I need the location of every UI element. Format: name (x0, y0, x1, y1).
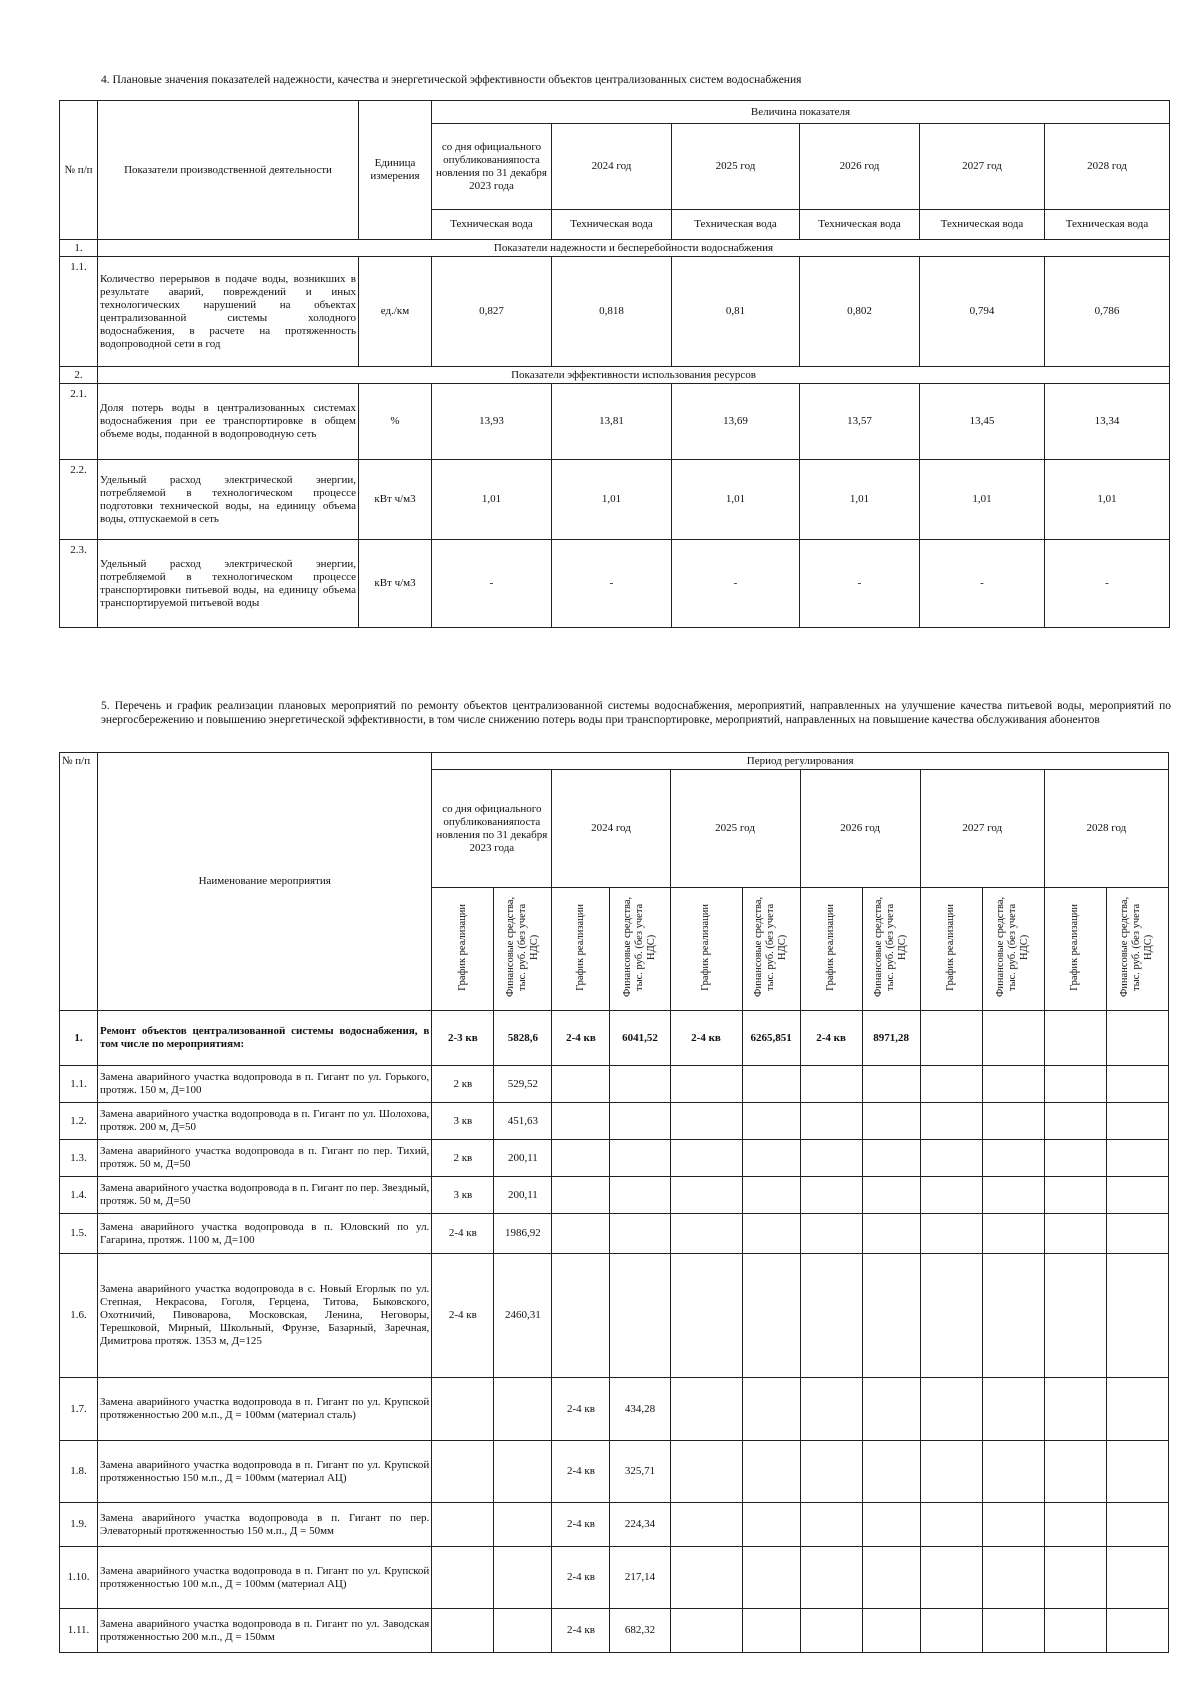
schedule-cell (670, 1103, 742, 1140)
finance-cell: 224,34 (610, 1503, 670, 1547)
measure-name: Замена аварийного участка водопровода в п. Гигант по ул. Горького, протяж. 150 м, Д=100 (98, 1066, 432, 1103)
measure-row (60, 1214, 1169, 1254)
header-period-2028: 2028 год (1045, 124, 1170, 210)
finance-cell (742, 1103, 800, 1140)
indicator-value: 13,57 (800, 384, 920, 460)
schedule-cell (670, 1503, 742, 1547)
indicator-unit: кВт ч/м3 (359, 540, 432, 628)
schedule-cell (1044, 1254, 1106, 1378)
schedule-cell (1044, 1378, 1106, 1441)
finance-cell (1106, 1011, 1168, 1066)
schedule-cell (432, 1503, 494, 1547)
finance-cell (862, 1177, 920, 1214)
measure-row (60, 1011, 1169, 1066)
indicator-value: - (920, 540, 1045, 628)
row-num: 1.8. (60, 1441, 98, 1503)
measure-row (60, 1441, 1169, 1503)
schedule-cell: 2-4 кв (552, 1547, 610, 1609)
header-name: Наименование мероприятия (98, 753, 432, 1011)
finance-cell (982, 1140, 1044, 1177)
header-finance-label: Финансовые средства, тыс. руб. (без учета НДС) (753, 896, 789, 998)
finance-cell (1106, 1177, 1168, 1214)
indicator-row (60, 384, 1170, 460)
row-num: 1.7. (60, 1378, 98, 1441)
row-num: 2.1. (60, 384, 98, 460)
measure-name: Замена аварийного участка водопровода в п. Гигант по ул. Крупской протяженностью 200 м.п., Д = 100мм (материал сталь) (98, 1378, 432, 1441)
header-period-2028: 2028 год (1044, 770, 1168, 888)
header-water-type: Техническая вода (920, 210, 1045, 240)
indicator-value: 13,34 (1045, 384, 1170, 460)
measure-name: Замена аварийного участка водопровода в п. Юловский по ул. Гагарина, протяж. 1100 м, Д=100 (98, 1214, 432, 1254)
indicators-table (59, 100, 1170, 628)
finance-cell: 6041,52 (610, 1011, 670, 1066)
header-period-2023: со дня официального опубликованияпоста новления по 31 декабря 2023 года (432, 124, 552, 210)
measure-name: Замена аварийного участка водопровода в п. Гигант по ул. Заводская протяженностью 200 м.п., Д = 150мм (98, 1609, 432, 1653)
measure-row (60, 1503, 1169, 1547)
header-num: № п/п (60, 101, 98, 240)
schedule-cell (432, 1547, 494, 1609)
measure-row (60, 1177, 1169, 1214)
finance-cell (1106, 1103, 1168, 1140)
row-num: 1.5. (60, 1214, 98, 1254)
indicator-value: 1,01 (552, 460, 672, 540)
finance-cell (982, 1254, 1044, 1378)
header-period-2023: со дня официального опубликованияпоста новления по 31 декабря 2023 года (432, 770, 552, 888)
indicator-unit: ед./км (359, 257, 432, 367)
header-period-2027: 2027 год (920, 770, 1044, 888)
schedule-cell (920, 1177, 982, 1214)
header-period-2026: 2026 год (800, 124, 920, 210)
schedule-cell (670, 1177, 742, 1214)
header-water-type: Техническая вода (672, 210, 800, 240)
measure-name: Замена аварийного участка водопровода в п. Гигант по пер. Тихий, протяж. 50 м, Д=50 (98, 1140, 432, 1177)
header-schedule (552, 888, 610, 1011)
schedule-cell (800, 1441, 862, 1503)
finance-cell (862, 1254, 920, 1378)
group-num: 1. (60, 240, 98, 257)
measure-row (60, 1140, 1169, 1177)
header-num: № п/п (60, 753, 98, 1011)
measure-name: Замена аварийного участка водопровода в п. Гигант по пер. Элеваторный протяженностью 150 м.п., Д = 50мм (98, 1503, 432, 1547)
schedule-cell (800, 1214, 862, 1254)
finance-cell: 325,71 (610, 1441, 670, 1503)
finance-cell (742, 1140, 800, 1177)
indicator-value: 1,01 (1045, 460, 1170, 540)
finance-cell (862, 1547, 920, 1609)
indicator-row (60, 540, 1170, 628)
finance-cell (494, 1441, 552, 1503)
finance-cell (982, 1441, 1044, 1503)
header-water-type: Техническая вода (552, 210, 672, 240)
finance-cell (1106, 1441, 1168, 1503)
finance-cell (610, 1177, 670, 1214)
schedule-cell (920, 1441, 982, 1503)
schedule-cell (920, 1547, 982, 1609)
header-schedule-label: График реализации (700, 903, 712, 991)
group-row (60, 240, 1170, 257)
finance-cell (742, 1547, 800, 1609)
schedule-cell: 2-4 кв (552, 1011, 610, 1066)
schedule-cell: 2-4 кв (800, 1011, 862, 1066)
indicator-value: 1,01 (920, 460, 1045, 540)
finance-cell (610, 1066, 670, 1103)
header-schedule (800, 888, 862, 1011)
finance-cell (742, 1214, 800, 1254)
finance-cell (610, 1254, 670, 1378)
measure-name: Замена аварийного участка водопровода в п. Гигант по пер. Звездный, протяж. 50 м, Д=50 (98, 1177, 432, 1214)
schedule-cell (1044, 1609, 1106, 1653)
measure-row (60, 1103, 1169, 1140)
header-finance (1106, 888, 1168, 1011)
header-finance-label: Финансовые средства, тыс. руб. (без учета НДС) (1119, 896, 1155, 998)
indicator-value: - (552, 540, 672, 628)
schedule-cell (670, 1254, 742, 1378)
header-period-2025: 2025 год (672, 124, 800, 210)
schedule-cell (800, 1503, 862, 1547)
header-finance-label: Финансовые средства, тыс. руб. (без учета НДС) (504, 896, 540, 998)
indicator-value: 0,802 (800, 257, 920, 367)
schedule-cell: 2-4 кв (552, 1503, 610, 1547)
schedule-cell (920, 1214, 982, 1254)
finance-cell: 529,52 (494, 1066, 552, 1103)
finance-cell: 451,63 (494, 1103, 552, 1140)
schedule-cell (800, 1609, 862, 1653)
finance-cell (494, 1609, 552, 1653)
schedule-cell (432, 1441, 494, 1503)
finance-cell (610, 1140, 670, 1177)
schedule-cell (670, 1609, 742, 1653)
finance-cell: 8971,28 (862, 1011, 920, 1066)
header-finance (610, 888, 670, 1011)
indicator-value: 0,827 (432, 257, 552, 367)
finance-cell (1106, 1214, 1168, 1254)
schedule-cell (800, 1066, 862, 1103)
finance-cell (610, 1214, 670, 1254)
header-schedule (920, 888, 982, 1011)
schedule-cell (1044, 1547, 1106, 1609)
row-num: 1.9. (60, 1503, 98, 1547)
schedule-cell: 2-4 кв (552, 1378, 610, 1441)
finance-cell (742, 1378, 800, 1441)
schedule-cell: 2 кв (432, 1140, 494, 1177)
measure-name: Замена аварийного участка водопровода в с. Новый Егорлык по ул. Степная, Некрасова, Гоголя, Герцена, Титова, Быковского, Охотничий, Пивоварова, Московская, Ленина, Неговоры, Терешковой, Мирный, Школьный, Фрунзе, Базарный, Заречная, Димитрова протяж. 1353 м, Д=125 (98, 1254, 432, 1378)
schedule-cell (670, 1214, 742, 1254)
indicator-name: Удельный расход электрической энергии, потребляемой в технологическом процессе транспортировки питьевой воды, на единицу объема транспортируемой питьевой воды (98, 540, 359, 628)
finance-cell (862, 1378, 920, 1441)
schedule-cell (670, 1140, 742, 1177)
finance-cell (982, 1103, 1044, 1140)
schedule-cell (800, 1254, 862, 1378)
row-num: 2.3. (60, 540, 98, 628)
schedule-cell (800, 1378, 862, 1441)
finance-cell: 200,11 (494, 1140, 552, 1177)
row-num: 1.6. (60, 1254, 98, 1378)
finance-cell (742, 1066, 800, 1103)
header-schedule-label: График реализации (945, 903, 957, 991)
schedule-cell: 2 кв (432, 1066, 494, 1103)
finance-cell (862, 1214, 920, 1254)
indicator-row (60, 257, 1170, 367)
finance-cell (494, 1547, 552, 1609)
indicator-value: - (1045, 540, 1170, 628)
schedule-cell (670, 1547, 742, 1609)
finance-cell: 200,11 (494, 1177, 552, 1214)
finance-cell (1106, 1547, 1168, 1609)
group-title: Показатели надежности и бесперебойности водоснабжения (98, 240, 1170, 257)
finance-cell: 217,14 (610, 1547, 670, 1609)
indicator-row (60, 460, 1170, 540)
header-period: Период регулирования (432, 753, 1169, 770)
finance-cell (862, 1103, 920, 1140)
indicator-value: 0,818 (552, 257, 672, 367)
row-num: 1.11. (60, 1609, 98, 1653)
schedule-cell (1044, 1011, 1106, 1066)
schedule-cell: 2-4 кв (670, 1011, 742, 1066)
measures-table-body (60, 753, 1169, 1653)
finance-cell (982, 1547, 1044, 1609)
finance-cell (982, 1066, 1044, 1103)
finance-cell: 5828,6 (494, 1011, 552, 1066)
indicators-table-body (60, 101, 1170, 628)
indicator-value: 0,794 (920, 257, 1045, 367)
measure-row (60, 1547, 1169, 1609)
schedule-cell: 2-4 кв (432, 1254, 494, 1378)
indicator-value: 1,01 (432, 460, 552, 540)
header-finance (982, 888, 1044, 1011)
schedule-cell: 2-4 кв (552, 1609, 610, 1653)
header-value: Величина показателя (432, 101, 1170, 124)
indicator-name: Количество перерывов в подаче воды, возникших в результате аварий, повреждений и иных технологических нарушений на объектах централизованной системы холодного водоснабжения, в расчете на протяженность водопроводной сети в год (98, 257, 359, 367)
schedule-cell (432, 1609, 494, 1653)
finance-cell (742, 1609, 800, 1653)
schedule-cell (552, 1214, 610, 1254)
schedule-cell (670, 1378, 742, 1441)
measure-row (60, 1378, 1169, 1441)
row-num: 1.10. (60, 1547, 98, 1609)
measure-row (60, 1609, 1169, 1653)
header-schedule (1044, 888, 1106, 1011)
header-finance (742, 888, 800, 1011)
row-num: 2.2. (60, 460, 98, 540)
finance-cell (862, 1609, 920, 1653)
indicator-name: Доля потерь воды в централизованных системах водоснабжения при ее транспортировке в общем объеме воды, поданной в водопроводную сеть (98, 384, 359, 460)
header-schedule-label: График реализации (1069, 903, 1081, 991)
group-row (60, 367, 1170, 384)
finance-cell (862, 1441, 920, 1503)
finance-cell (862, 1503, 920, 1547)
indicator-value: - (800, 540, 920, 628)
indicator-value: - (672, 540, 800, 628)
finance-cell: 6265,851 (742, 1011, 800, 1066)
indicator-value: - (432, 540, 552, 628)
measures-table (59, 752, 1169, 1653)
finance-cell (1106, 1503, 1168, 1547)
finance-cell (742, 1254, 800, 1378)
finance-cell (982, 1177, 1044, 1214)
header-water-type: Техническая вода (432, 210, 552, 240)
measure-row (60, 1254, 1169, 1378)
header-period-2027: 2027 год (920, 124, 1045, 210)
measure-name: Замена аварийного участка водопровода в п. Гигант по ул. Шолохова, протяж. 200 м, Д=50 (98, 1103, 432, 1140)
finance-cell (982, 1609, 1044, 1653)
indicator-value: 13,45 (920, 384, 1045, 460)
schedule-cell: 3 кв (432, 1103, 494, 1140)
schedule-cell (920, 1378, 982, 1441)
row-num: 1.1. (60, 257, 98, 367)
section5-caption: 5. Перечень и график реализации плановых мероприятий по ремонту объектов централизованной системы водоснабжения, мероприятий, направленных на улучшение качества питьевой воды, мероприятий по энергосбережению и повышению энергетической эффективности, в том числе снижению потерь воды при транспортировке, мероприятий, направленных на повышение качества обслуживания абонентов (101, 700, 1171, 726)
indicator-value: 0,81 (672, 257, 800, 367)
schedule-cell (1044, 1441, 1106, 1503)
schedule-cell (552, 1254, 610, 1378)
section4-caption: 4. Плановые значения показателей надежности, качества и энергетической эффективности объектов централизованных систем водоснабжения (101, 74, 802, 86)
schedule-cell (920, 1503, 982, 1547)
header-unit: Единица измерения (359, 101, 432, 240)
schedule-cell (800, 1177, 862, 1214)
schedule-cell (1044, 1177, 1106, 1214)
finance-cell (1106, 1254, 1168, 1378)
indicator-unit: кВт ч/м3 (359, 460, 432, 540)
schedule-cell (432, 1378, 494, 1441)
indicator-value: 13,93 (432, 384, 552, 460)
finance-cell (862, 1140, 920, 1177)
row-num: 1.3. (60, 1140, 98, 1177)
indicator-value: 0,786 (1045, 257, 1170, 367)
finance-cell (494, 1378, 552, 1441)
row-num: 1.4. (60, 1177, 98, 1214)
header-schedule-label: График реализации (574, 903, 586, 991)
finance-cell (494, 1503, 552, 1547)
header-finance-label: Финансовые средства, тыс. руб. (без учета НДС) (995, 896, 1031, 998)
finance-cell (1106, 1378, 1168, 1441)
header-schedule-label: График реализации (456, 903, 468, 991)
finance-cell: 682,32 (610, 1609, 670, 1653)
header-indicator: Показатели производственной деятельности (98, 101, 359, 240)
finance-cell (982, 1214, 1044, 1254)
schedule-cell: 2-4 кв (432, 1214, 494, 1254)
indicator-value: 1,01 (800, 460, 920, 540)
header-water-type: Техническая вода (800, 210, 920, 240)
schedule-cell (1044, 1503, 1106, 1547)
indicator-value: 13,69 (672, 384, 800, 460)
measure-name: Замена аварийного участка водопровода в п. Гигант по ул. Крупской протяженностью 150 м.п., Д = 100мм (материал АЦ) (98, 1441, 432, 1503)
finance-cell (742, 1177, 800, 1214)
schedule-cell (920, 1066, 982, 1103)
finance-cell: 434,28 (610, 1378, 670, 1441)
schedule-cell (1044, 1140, 1106, 1177)
schedule-cell (1044, 1103, 1106, 1140)
header-finance-label: Финансовые средства, тыс. руб. (без учета НДС) (873, 896, 909, 998)
row-num: 1.2. (60, 1103, 98, 1140)
schedule-cell: 2-3 кв (432, 1011, 494, 1066)
finance-cell (982, 1378, 1044, 1441)
header-finance (494, 888, 552, 1011)
schedule-cell (920, 1011, 982, 1066)
measure-name: Ремонт объектов централизованной системы водоснабжения, в том числе по мероприятиям: (98, 1011, 432, 1066)
header-finance-label: Финансовые средства, тыс. руб. (без учета НДС) (621, 896, 657, 998)
schedule-cell (920, 1254, 982, 1378)
header-period-2026: 2026 год (800, 770, 920, 888)
header-schedule (432, 888, 494, 1011)
finance-cell (1106, 1140, 1168, 1177)
header-schedule (670, 888, 742, 1011)
header-period-2024: 2024 год (552, 124, 672, 210)
indicator-value: 13,81 (552, 384, 672, 460)
row-num: 1.1. (60, 1066, 98, 1103)
indicator-name: Удельный расход электрической энергии, потребляемой в технологическом процессе подготовки технической воды, на единицу объема воды, отпускаемой в сеть (98, 460, 359, 540)
schedule-cell (800, 1140, 862, 1177)
header-finance (862, 888, 920, 1011)
header-water-type: Техническая вода (1045, 210, 1170, 240)
header-period-2024: 2024 год (552, 770, 670, 888)
header-schedule-label: График реализации (825, 903, 837, 991)
schedule-cell (920, 1140, 982, 1177)
finance-cell: 2460,31 (494, 1254, 552, 1378)
group-title: Показатели эффективности использования ресурсов (98, 367, 1170, 384)
schedule-cell (552, 1066, 610, 1103)
measure-row (60, 1066, 1169, 1103)
finance-cell (982, 1503, 1044, 1547)
schedule-cell (670, 1066, 742, 1103)
schedule-cell: 2-4 кв (552, 1441, 610, 1503)
finance-cell (742, 1441, 800, 1503)
measure-name: Замена аварийного участка водопровода в п. Гигант по ул. Крупской протяженностью 100 м.п., Д = 100мм (материал АЦ) (98, 1547, 432, 1609)
schedule-cell (552, 1177, 610, 1214)
finance-cell (862, 1066, 920, 1103)
schedule-cell (670, 1441, 742, 1503)
schedule-cell (1044, 1214, 1106, 1254)
indicator-unit: % (359, 384, 432, 460)
schedule-cell (800, 1547, 862, 1609)
header-period-2025: 2025 год (670, 770, 800, 888)
finance-cell: 1986,92 (494, 1214, 552, 1254)
finance-cell (982, 1011, 1044, 1066)
schedule-cell (552, 1140, 610, 1177)
schedule-cell (920, 1103, 982, 1140)
indicator-value: 1,01 (672, 460, 800, 540)
schedule-cell: 3 кв (432, 1177, 494, 1214)
group-num: 2. (60, 367, 98, 384)
finance-cell (610, 1103, 670, 1140)
finance-cell (1106, 1609, 1168, 1653)
schedule-cell (920, 1609, 982, 1653)
schedule-cell (800, 1103, 862, 1140)
schedule-cell (552, 1103, 610, 1140)
finance-cell (1106, 1066, 1168, 1103)
finance-cell (742, 1503, 800, 1547)
schedule-cell (1044, 1066, 1106, 1103)
row-num: 1. (60, 1011, 98, 1066)
